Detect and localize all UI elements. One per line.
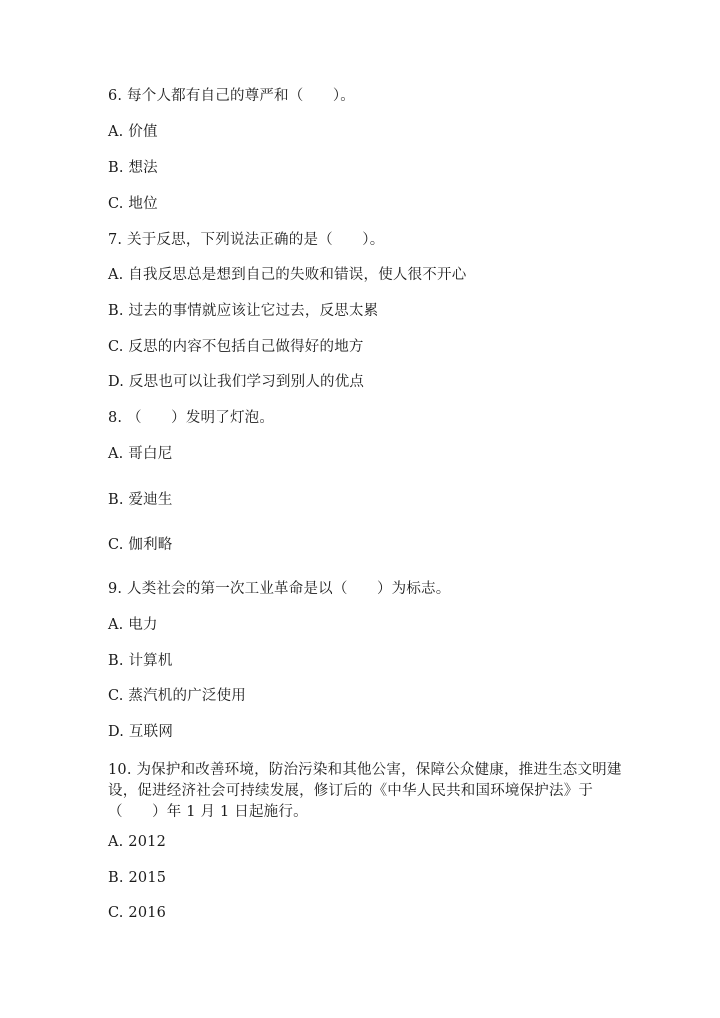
question-9-option-d: D. 互联网 [108,724,174,740]
question-10-stem-line-3: （ ）年 1 月 1 日起施行。 [108,804,308,820]
question-8-stem: 8. （ ）发明了灯泡。 [108,410,275,426]
question-6-option-b: B. 想法 [108,160,158,176]
question-9-stem: 9. 人类社会的第一次工业革命是以（ ）为标志。 [108,581,451,597]
question-6-option-a: A. 价值 [108,124,158,140]
question-10-option-b: B. 2015 [108,870,167,886]
question-8-option-b: B. 爱迪生 [108,492,173,508]
question-9-option-a: A. 电力 [108,617,158,633]
question-10-stem-line-1: 10. 为保护和改善环境，防治污染和其他公害，保障公众健康，推进生态文明建 [108,762,622,778]
question-6-option-c: C. 地位 [108,196,158,212]
question-10-stem-line-2: 设，促进经济社会可持续发展，修订后的《中华人民共和国环境保护法》于 [108,783,594,799]
question-10-option-a: A. 2012 [108,834,166,850]
question-7-option-b: B. 过去的事情就应该让它过去，反思太累 [108,303,379,319]
question-8-option-a: A. 哥白尼 [108,446,173,462]
question-10-option-c: C. 2016 [108,905,167,921]
question-6-stem: 6. 每个人都有自己的尊严和（ ）。 [108,88,355,104]
question-9-option-c: C. 蒸汽机的广泛使用 [108,688,246,704]
question-7-stem: 7. 关于反思，下列说法正确的是（ ）。 [108,232,385,248]
question-9-option-b: B. 计算机 [108,653,173,669]
question-8-option-c: C. 伽利略 [108,537,173,553]
question-7-option-d: D. 反思也可以让我们学习到别人的优点 [108,374,365,390]
question-7-option-c: C. 反思的内容不包括自己做得好的地方 [108,339,364,355]
question-7-option-a: A. 自我反思总是想到自己的失败和错误，使人很不开心 [108,267,467,283]
